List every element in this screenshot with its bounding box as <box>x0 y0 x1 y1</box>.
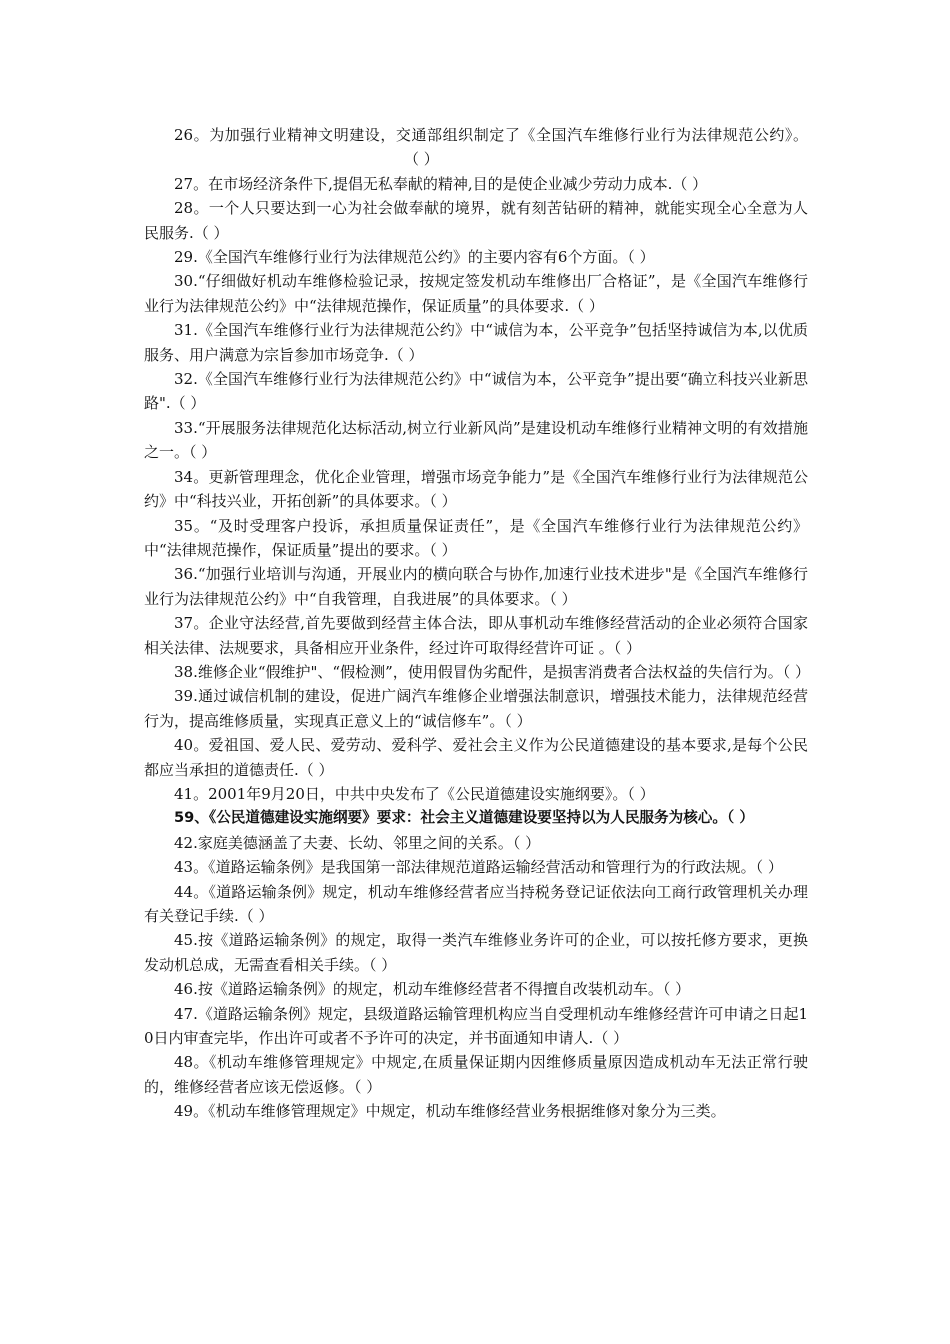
question-48: 48。《机动车维修管理规定》中规定,在质量保证期内因维修质量原因造成机动车无法正常行驶的，维修经营者应该无偿返修。（ ） <box>144 1053 808 1096</box>
question-26 <box>144 123 808 172</box>
answer-blank: （ ） <box>404 150 439 169</box>
question-27: 27。在市场经济条件下,提倡无私奉献的精神,目的是使企业减少劳动力成本.（ ） <box>174 174 708 193</box>
document-page <box>144 123 811 1124</box>
question-32: 32.《全国汽车维修行业行为法律规范公约》中“诚信为本，公平竞争”提出要“确立科技兴业新思路".（ ） <box>144 370 808 413</box>
question-39: 39.通过诚信机制的建设，促进广阔汽车维修企业增强法制意识，增强技术能力，法律规范经营行为，提高维修质量，实现真正意义上的“诚信修车”。（ ） <box>144 687 808 730</box>
question-30: 30.“仔细做好机动车维修检验记录，按规定签发机动车维修出厂合格证”，是《全国汽车维修行业行为法律规范公约》中“法律规范操作，保证质量”的具体要求.（ ） <box>144 272 808 315</box>
question-28: 28。一个人只要达到一心为社会做奉献的境界，就有刻苦钻研的精神，就能实现全心全意为人民服务.（ ） <box>144 199 808 242</box>
question-44: 44。《道路运输条例》规定，机动车维修经营者应当持税务登记证依法向工商行政管理机关办理有关登记手续.（ ） <box>144 882 808 925</box>
question-42: 42.家庭美德涵盖了夫妻、长幼、邻里之间的关系。（ ） <box>174 833 541 852</box>
question-35: 35。“及时受理客户投诉，承担质量保证责任”，是《全国汽车维修行业行为法律规范公约》中“法律规范操作，保证质量”提出的要求。（ ） <box>144 516 808 559</box>
question-31: 31.《全国汽车维修行业行为法律规范公约》中“诚信为本，公平竞争”包括坚持诚信为本,以优质服务、用户满意为宗旨参加市场竞争.（ ） <box>144 321 808 364</box>
question-33: 33.“开展服务法律规范化达标活动,树立行业新风尚”是建设机动车维修行业精神文明的有效措施之一。（ ） <box>144 418 808 462</box>
question-46: 46.按《道路运输条例》的规定，机动车维修经营者不得擅自改装机动车。（ ） <box>174 980 691 999</box>
question-47: 47.《道路运输条例》规定，县级道路运输管理机构应当自受理机动车维修经营许可申请之日起10日内审查完毕，作出许可或者不予许可的决定，并书面通知申请人.（ ） <box>144 1004 808 1048</box>
question-37: 37。企业守法经营,首先要做到经营主体合法，即从事机动车维修经营活动的企业必须符合国家相关法律、法规要求，具备相应开业条件，经过许可取得经营许可证 。（ ） <box>144 614 808 657</box>
question-38: 38.维修企业“假维护"、“假检测”，使用假冒伪劣配件，是损害消费者合法权益的失信行为。（ ） <box>174 662 811 681</box>
question-45: 45.按《道路运输条例》的规定，取得一类汽车维修业务许可的企业，可以按托修方要求，更换发动机总成，无需查看相关手续。（ ） <box>144 931 808 974</box>
question-59-bold: 59、《公民道德建设实施纲要》要求：社会主义道德建设要坚持以为人民服务为核心。（ ） <box>174 809 754 827</box>
question-29: 29.《全国汽车维修行业行为法律规范公约》的主要内容有6个方面。（ ） <box>174 248 655 267</box>
question-43: 43。《道路运输条例》是我国第一部法律规范道路运输经营活动和管理行为的行政法规。（ ） <box>174 858 783 877</box>
question-26-text: 26。为加强行业精神文明建设，交通部组织制定了《全国汽车维修行业行为法律规范公约》。 <box>174 126 808 144</box>
question-34: 34。更新管理理念，优化企业管理，增强市场竞争能力”是《全国汽车维修行业行为法律规范公约》中“科技兴业，开拓创新”的具体要求。（ ） <box>144 467 808 511</box>
question-40: 40。爱祖国、爱人民、爱劳动、爱科学、爱社会主义作为公民道德建设的基本要求,是每个公民都应当承担的道德责任.（ ） <box>144 736 808 779</box>
question-36: 36.“加强行业培训与沟通，开展业内的横向联合与协作,加速行业技术进步"是《全国汽车维修行业行为法律规范公约》中“自我管理，自我进展”的具体要求。（ ） <box>144 565 808 608</box>
question-49: 49。《机动车维修管理规定》中规定，机动车维修经营业务根据维修对象分为三类。 <box>174 1102 726 1121</box>
question-41: 41。2001年9月20日，中共中央发布了《公民道德建设实施纲要》。（ ） <box>174 784 655 803</box>
